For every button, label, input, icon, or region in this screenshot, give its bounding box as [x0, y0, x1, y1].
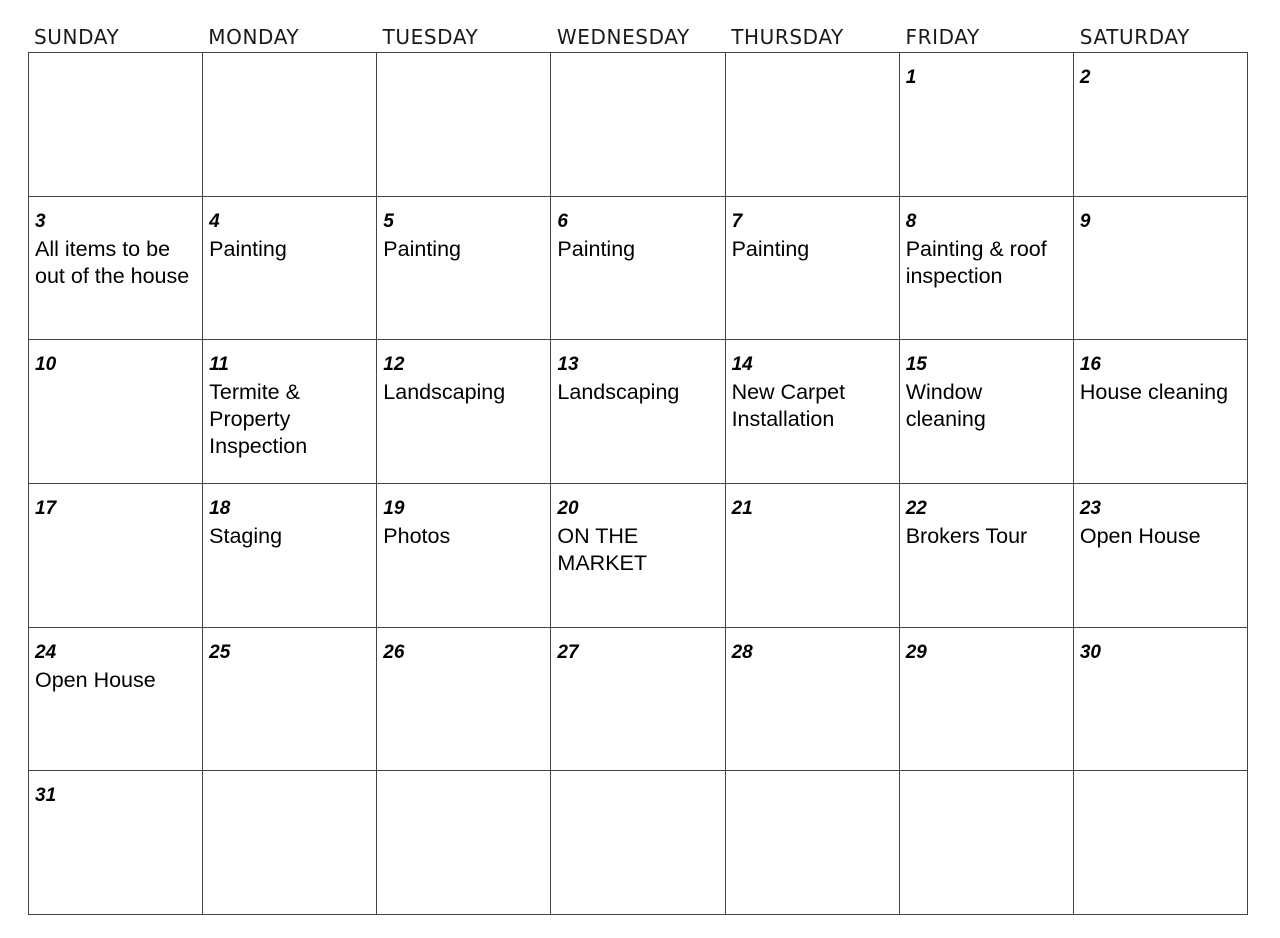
calendar-cell[interactable]: [203, 484, 377, 628]
calendar-cell[interactable]: [377, 197, 551, 341]
weekday-tuesday: TUESDAY: [382, 25, 479, 49]
calendar-cell[interactable]: [551, 771, 725, 915]
date-number: [557, 785, 718, 807]
calendar-cell[interactable]: [551, 340, 725, 484]
date-number: [209, 67, 370, 89]
date-number: 8: [905, 210, 917, 232]
event-text: Staging: [209, 524, 283, 548]
calendar-cell[interactable]: [203, 197, 377, 341]
calendar-cell[interactable]: [203, 340, 377, 484]
event-text: Painting: [209, 236, 287, 261]
date-number: [35, 67, 196, 89]
calendar-cell[interactable]: [1074, 53, 1248, 197]
date-number: 12: [383, 354, 405, 376]
calendar-cell[interactable]: [203, 53, 377, 197]
weekday-friday: FRIDAY: [905, 25, 980, 49]
date-number: 28: [731, 641, 753, 663]
event-text: Photos: [383, 524, 451, 548]
date-number: 16: [1079, 354, 1101, 376]
calendar-cell[interactable]: [551, 484, 725, 628]
date-number: [209, 785, 370, 807]
calendar-cell[interactable]: [203, 628, 377, 772]
calendar-cell[interactable]: [900, 197, 1074, 341]
calendar-cell[interactable]: [29, 340, 203, 484]
date-number: 31: [35, 785, 57, 807]
calendar-cell[interactable]: [726, 197, 900, 341]
date-number: [383, 785, 544, 807]
calendar-cell[interactable]: [29, 484, 203, 628]
calendar-cell[interactable]: [900, 340, 1074, 484]
calendar-cell[interactable]: [726, 771, 900, 915]
date-number: 15: [905, 354, 927, 376]
date-number: 3: [35, 210, 46, 232]
date-number: 30: [1079, 641, 1101, 663]
weekday-header: [29, 22, 1249, 52]
date-number: 19: [383, 498, 405, 519]
calendar-cell[interactable]: [726, 340, 900, 484]
calendar-cell[interactable]: [29, 197, 203, 341]
event-text: Termite & Property Inspection: [209, 380, 308, 459]
calendar-cell[interactable]: [29, 628, 203, 772]
event-text: Open House: [1079, 524, 1201, 548]
calendar-cell[interactable]: [726, 628, 900, 772]
event-text: Painting & roof inspection: [905, 236, 1047, 288]
date-number: 14: [731, 354, 753, 376]
calendar-cell[interactable]: [900, 484, 1074, 628]
date-number: 23: [1079, 498, 1101, 519]
date-number: [383, 67, 544, 89]
date-number: 1: [905, 67, 917, 88]
weekday-sunday: SUNDAY: [34, 25, 120, 49]
calendar-cell[interactable]: [377, 484, 551, 628]
calendar-cell[interactable]: [377, 771, 551, 915]
calendar-cell[interactable]: [377, 628, 551, 772]
calendar-cell[interactable]: [551, 197, 725, 341]
event-text: House cleaning: [1079, 380, 1229, 405]
event-text: All items to be out of the house: [35, 236, 190, 288]
calendar-cell[interactable]: [377, 340, 551, 484]
calendar-cell[interactable]: [551, 53, 725, 197]
calendar-cell[interactable]: [1074, 771, 1248, 915]
date-number: [557, 67, 718, 89]
event-text: ON THE MARKET: [557, 524, 648, 575]
event-text: Landscaping: [383, 380, 506, 405]
date-number: 27: [557, 641, 579, 663]
date-number: 7: [731, 210, 743, 232]
date-number: [732, 67, 893, 89]
weekday-wednesday: WEDNESDAY: [556, 25, 690, 49]
event-text: Open House: [35, 667, 156, 692]
date-number: [1080, 785, 1241, 807]
calendar-cell[interactable]: [1074, 340, 1248, 484]
date-number: 4: [209, 210, 220, 232]
calendar-cell[interactable]: [29, 53, 203, 197]
weekday-thursday: THURSDAY: [731, 25, 844, 49]
date-number: 13: [557, 354, 579, 376]
date-number: 29: [905, 641, 927, 663]
date-number: 5: [383, 210, 394, 232]
date-number: 20: [557, 498, 579, 519]
event-text: Brokers Tour: [905, 524, 1028, 548]
date-number: 25: [209, 641, 231, 663]
calendar-cell[interactable]: [203, 771, 377, 915]
date-number: 26: [383, 641, 405, 663]
date-number: 24: [35, 641, 57, 663]
calendar-cell[interactable]: [900, 771, 1074, 915]
date-number: 9: [1079, 210, 1091, 232]
event-text: New Carpet Installation: [731, 380, 846, 432]
date-number: [906, 785, 1067, 807]
calendar-grid: [28, 52, 1248, 915]
calendar-cell[interactable]: [726, 484, 900, 628]
date-number: 22: [905, 498, 927, 519]
date-number: [732, 785, 893, 807]
event-text: Landscaping: [557, 380, 680, 405]
calendar-cell[interactable]: [377, 53, 551, 197]
calendar-cell[interactable]: [551, 628, 725, 772]
date-number: 11: [209, 354, 229, 376]
date-number: 17: [35, 498, 57, 519]
weekday-monday: MONDAY: [208, 25, 300, 49]
calendar-cell[interactable]: [900, 53, 1074, 197]
event-text: Painting: [383, 236, 461, 261]
calendar-cell[interactable]: [726, 53, 900, 197]
weekday-saturday: SATURDAY: [1079, 25, 1190, 49]
calendar-cell[interactable]: [1074, 197, 1248, 341]
date-number: 18: [209, 498, 231, 519]
calendar-cell[interactable]: [29, 771, 203, 915]
calendar-cell[interactable]: [900, 628, 1074, 772]
date-number: 2: [1079, 67, 1091, 88]
calendar-cell[interactable]: [1074, 484, 1248, 628]
event-text: Window cleaning: [905, 380, 986, 432]
date-number: 6: [557, 210, 568, 232]
event-text: Painting: [731, 236, 810, 261]
calendar-cell[interactable]: [1074, 628, 1248, 772]
date-number: 21: [731, 498, 753, 519]
date-number: 10: [35, 354, 57, 376]
event-text: Painting: [557, 236, 636, 261]
